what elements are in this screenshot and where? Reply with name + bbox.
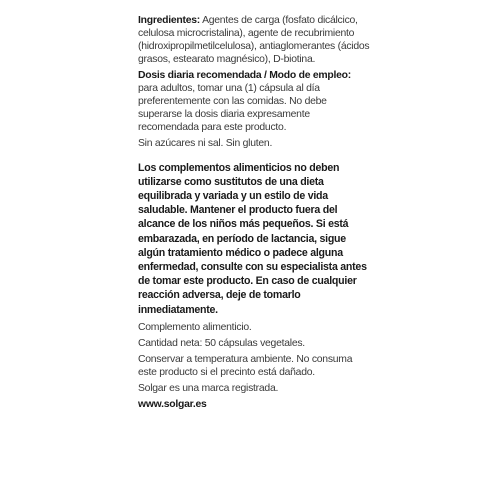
ingredients-text: Agentes de carga (fosfato dicálcico, celulosa microcristalina), agente de recubrimiento (hidroxipropilmetilcelulosa), antiaglomerantes (ácidos grasos, estearato magnésico), D-biotina. xyxy=(138,15,370,65)
ingredients-paragraph xyxy=(138,14,370,66)
dosage-text: para adultos, tomar una (1) cápsula al día preferentemente con las comidas. No debe superarse la dosis diaria expresamente recomendada para este producto. xyxy=(138,83,327,133)
net-quantity-statement: Cantidad neta: 50 cápsulas vegetales. xyxy=(138,337,305,349)
warning-paragraph: Los complementos alimenticios no deben utilizarse como sustitutos de una dieta equilibrada y variada y un estilo de vida saludable. Mantener el producto fuera del alcance de los niños más pequeños. Si está embarazada, en período de lactancia, sigue algún tratamiento médico o padece alguna enfermedad, consulte con su especialista antes de tomar este producto. En caso de cualquier reacción adversa, deje de tomarlo inmediatamente. xyxy=(138,161,367,316)
free-from-statement: Sin azúcares ni sal. Sin gluten. xyxy=(138,138,273,149)
storage-statement: Conservar a temperatura ambiente. No consuma este producto si el precinto está dañado. xyxy=(138,353,353,378)
website-link[interactable]: www.solgar.es xyxy=(138,398,207,410)
trademark-statement: Solgar es una marca registrada. xyxy=(138,382,279,394)
dosage-paragraph xyxy=(138,69,370,134)
dosage-heading: Dosis diaria recomendada / Modo de empleo: xyxy=(138,70,351,81)
category-statement: Complemento alimenticio. xyxy=(138,321,252,333)
product-label-text xyxy=(138,14,370,414)
ingredients-heading: Ingredientes: xyxy=(138,15,200,26)
